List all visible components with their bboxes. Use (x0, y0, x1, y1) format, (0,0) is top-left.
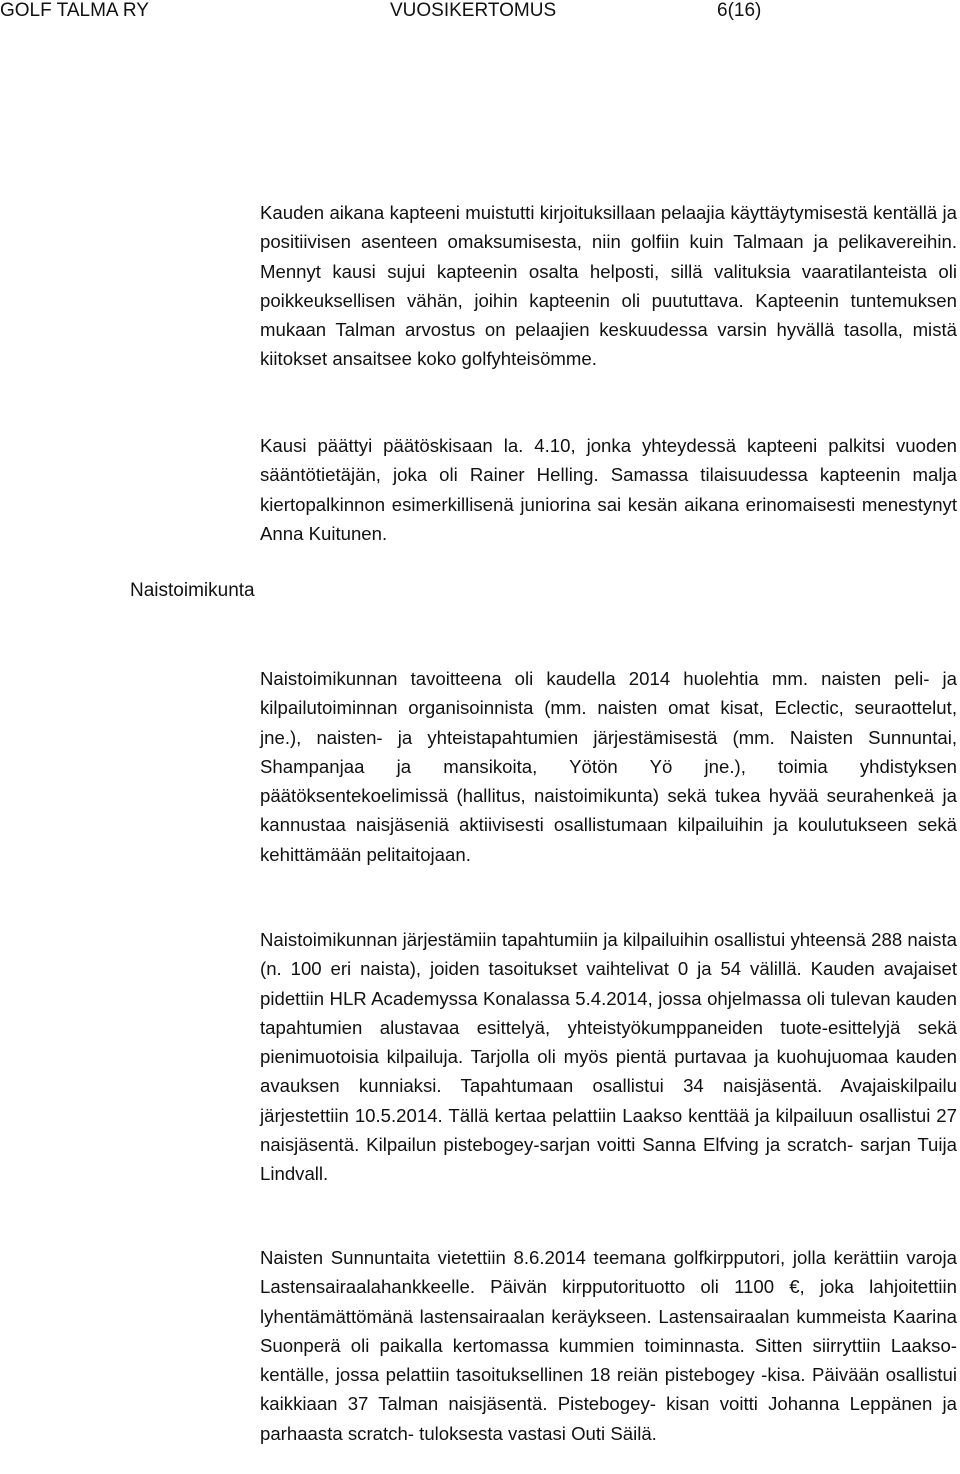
page-header (0, 0, 960, 26)
paragraph-committee-goal (260, 664, 957, 869)
paragraph-text: Kauden aikana kapteeni muistutti kirjoituksillaan pelaajia käyttäytymisestä kentällä ja positiivisen asenteen omaksumisesta, niin golfiin kuin Talmaan ja pelikavereihin. Mennyt kausi sujui kapteenin osalta helposti, sillä valituksia vaaratilanteista oli poikkeuksellisen vähän, joihin kapteenin oli puututtava. Kapteenin tuntemuksen mukaan Talman arvostus on pelaajien keskuudessa varsin hyvällä tasolla, mistä kiitokset ansaitsee koko golfyhteisömme. (260, 202, 957, 370)
paragraph-committee-events (260, 925, 957, 1189)
page-number: 6(16) (717, 0, 762, 21)
paragraph-text: Kausi päättyi päätöskisaan la. 4.10, jonka yhteydessä kapteeni palkitsi vuoden sääntötietäjän, joka oli Rainer Helling. Samassa tilaisuudessa kapteenin malja kiertopalkinnon esimerkillisenä juniorina sai kesän aikana erinomaisesti menestynyt Anna Kuitunen. (260, 435, 957, 544)
paragraph-text: Naistoimikunnan järjestämiin tapahtumiin ja kilpailuihin osallistui yhteensä 288 naista (n. 100 eri naista), joiden tasoitukset vaihtelivat 0 ja 54 välillä. Kauden avajaiset pidettiin HLR Academyssa Konalassa 5.4.2014, jossa ohjelmassa oli tulevan kauden tapahtumien alustavaa esittelyä, yhteistyökumppaneiden tuote-esittelyjä sekä pienimuotoisia kilpailuja. Tarjolla oli myös pientä purtavaa ja kuohujuomaa kauden avauksen kunniaksi. Tapahtumaan osallistui 34 naisjäsentä. Avajaiskilpailu järjestettiin 10.5.2014. Tällä kertaa pelattiin Laakso kenttää ja kilpailuun osallistui 27 naisjäsentä. Kilpailun pistebogey-sarjan voitti Sanna Elfving ja scratch- sarjan Tuija Lindvall. (260, 929, 957, 1185)
section-label-naistoimikunta: Naistoimikunta (130, 580, 255, 601)
paragraph-text: Naistoimikunnan tavoitteena oli kaudella 2014 huolehtia mm. naisten peli- ja kilpailutoiminnan organisoinnista (mm. naisten omat kisat, Eclectic, seuraottelut, jne.), naisten- ja yhteistapahtumien järjestämisestä (mm. Naisten Sunnuntai, Shampanjaa ja mansikoita, Yötön Yö jne.), toimia yhdistyksen päätöksentekoelimissä (hallitus, naistoimikunta) sekä tukea hyvää seurahenkeä ja kannustaa naisjäseniä aktiivisesti osallistumaan kilpailuihin ja koulutukseen sekä kehittämään pelitaitojaan. (260, 668, 957, 865)
document-title: VUOSIKERTOMUS (390, 0, 557, 21)
paragraph-womens-sunday (260, 1243, 957, 1448)
paragraph-season-end (260, 431, 957, 548)
organization-name: GOLF TALMA RY (0, 0, 149, 21)
paragraph-captain (260, 198, 957, 374)
paragraph-text: Naisten Sunnuntaita vietettiin 8.6.2014 teemana golfkirpputori, jolla kerättiin varoja Lastensairaalahankkeelle. Päivän kirpputorituotto oli 1100 €, joka lahjoitettiin lyhentämättömänä lastensairaalan keräykseen. Lastensairaalan kummeista Kaarina Suonperä oli paikalla kertomassa kummien toiminnasta. Sitten siirryttiin Laakso-kentälle, jossa pelattiin tasoituksellinen 18 reiän pistebogey -kisa. Päivään osallistui kaikkiaan 37 Talman naisjäsentä. Pistebogey- kisan voitti Johanna Leppänen ja parhaasta scratch- tuloksesta vastasi Outi Säilä. (260, 1247, 957, 1444)
